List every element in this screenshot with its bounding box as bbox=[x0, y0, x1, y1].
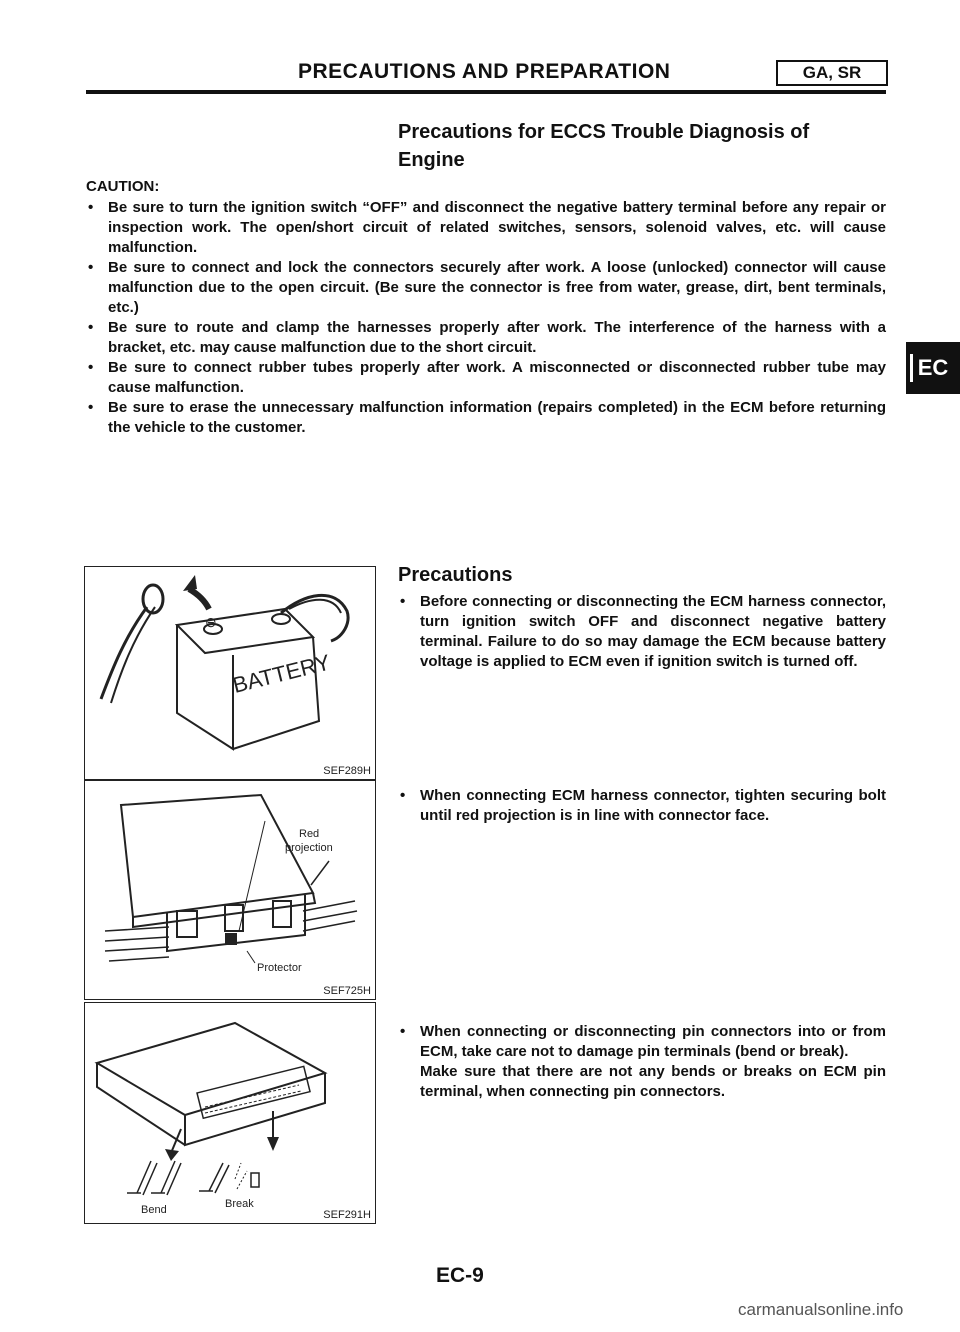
battery-label: BATTERY bbox=[230, 649, 333, 698]
precaution-item: • Before connecting or disconnecting the ECM harness connector, turn ignition switch OFF and disconnect negative battery terminal. Failure to do so may damage the ECM because battery voltage is applied to ECM even if ignition switch is turned off. bbox=[400, 593, 886, 670]
precaution-item: • When connecting or disconnecting pin connectors into or from ECM, take care not to damage pin terminals (bend or break). Make sure that there are not any bends or breaks on ECM pin terminal, when connecting pin connectors. bbox=[400, 1023, 886, 1100]
caution-item: • Be sure to erase the unnecessary malfunction information (repairs completed) in the ECM before returning the vehicle to the customer. bbox=[88, 399, 886, 436]
engine-badge: GA, SR bbox=[776, 60, 888, 86]
break-label: Break bbox=[225, 1198, 254, 1210]
precaution-item: • When connecting ECM harness connector, tighten securing bolt until red projection is in line with connector face. bbox=[400, 787, 886, 824]
caution-label: CAUTION: bbox=[86, 178, 160, 195]
page-number: EC-9 bbox=[436, 1264, 484, 1287]
caution-item: • Be sure to connect and lock the connectors securely after work. A loose (unlocked) connector will cause malfunction due to the open circuit. (Be sure the connector is free from water, grease, dirt, bent terminals, etc.) bbox=[88, 259, 886, 316]
red-label: Red bbox=[299, 828, 320, 840]
caution-list bbox=[86, 198, 886, 438]
figure-pin-terminals bbox=[84, 1002, 376, 1224]
caution-item: • Be sure to connect rubber tubes properly after work. A misconnected or disconnected rubber tube may cause malfunction. bbox=[88, 359, 886, 396]
pin-terminals-illustration bbox=[85, 1003, 375, 1223]
precaution-list-3 bbox=[398, 1022, 886, 1102]
bullet-icon: • bbox=[88, 199, 94, 216]
watermark: carmanualsonline.info bbox=[738, 1300, 904, 1319]
bend-label: Bend bbox=[141, 1204, 167, 1216]
bullet-icon: • bbox=[88, 319, 94, 336]
figure-code: SEF291H bbox=[323, 1209, 371, 1221]
section-tab-ec[interactable]: EC bbox=[906, 342, 960, 394]
protector-label: Protector bbox=[257, 962, 302, 974]
bullet-icon: • bbox=[88, 359, 94, 376]
header-rule bbox=[86, 90, 886, 94]
figure-code: SEF725H bbox=[323, 985, 371, 997]
bullet-icon: • bbox=[400, 787, 406, 804]
header-title: PRECAUTIONS AND PREPARATION bbox=[298, 60, 671, 83]
precautions-title: Precautions bbox=[398, 564, 513, 586]
caution-item: • Be sure to turn the ignition switch “OFF” and disconnect the negative battery terminal before any repair or inspection work. The open/short circuit of related switches, sensors, solenoid valves, etc. will cause malfunction. bbox=[88, 199, 886, 256]
bullet-icon: • bbox=[88, 399, 94, 416]
figure-battery bbox=[84, 566, 376, 780]
precaution-list-1 bbox=[398, 592, 886, 672]
figure-ecm-connector bbox=[84, 780, 376, 1000]
svg-text:⊖: ⊖ bbox=[205, 614, 217, 630]
bullet-icon: • bbox=[400, 593, 406, 610]
ecm-connector-illustration bbox=[85, 781, 375, 999]
projection-label: projection bbox=[285, 842, 333, 854]
bullet-icon: • bbox=[400, 1023, 406, 1040]
figure-code: SEF289H bbox=[323, 765, 371, 777]
section-title: Precautions for ECCS Trouble Diagnosis of Engine bbox=[398, 121, 810, 171]
precaution-list-2 bbox=[398, 786, 886, 826]
bullet-icon: • bbox=[88, 259, 94, 276]
battery-illustration bbox=[85, 567, 375, 779]
caution-item: • Be sure to route and clamp the harnesses properly after work. The interference of the harness with a bracket, etc. may cause malfunction due to the short circuit. bbox=[88, 319, 886, 356]
